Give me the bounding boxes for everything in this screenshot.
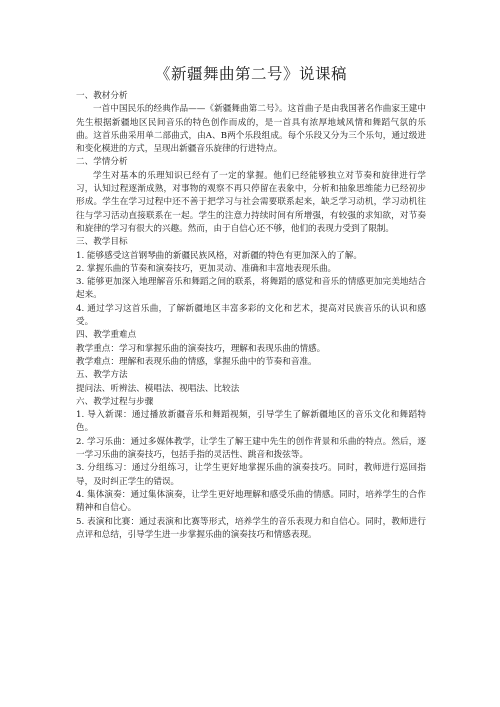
process-step: 5. 表演和比赛：通过表演和比赛等形式，培养学生的音乐表现力和自信心。同时，教师进行点评和总结，引导学生进一步掌握乐曲的演奏技巧和情感表现。 <box>76 516 426 540</box>
key-point-text: 教学重点：学习和掌握乐曲的演奏技巧，理解和表现乐曲的情感。 <box>76 343 326 354</box>
section-heading-methods: 五、教学方法 <box>76 370 128 381</box>
document-page <box>76 62 426 542</box>
materials-paragraph: 一首中国民乐的经典作品——《新疆舞曲第二号》。这首曲子是由我国著名作曲家王建中先生根据新疆地区民间音乐的特色创作而成的，是一首具有浓厚地域风情和舞蹈气氛的乐曲。这首乐曲采用单二部曲式，由A、B两个乐段组成。每个乐段又分为三个乐句，通过级进和变化模进的方式，呈现出新疆音乐旋律的行进特点。 <box>76 104 426 155</box>
process-step: 1. 导入新课：通过播放新疆音乐和舞蹈视频，引导学生了解新疆地区的音乐文化和舞蹈特色。 <box>76 410 426 434</box>
section-heading-students: 二、学情分析 <box>76 157 128 168</box>
process-step: 2. 学习乐曲：通过多媒体教学，让学生了解王建中先生的创作背景和乐曲的特点。然后，逐一学习乐曲的演奏技巧，包括手指的灵活性、跳音和拨弦等。 <box>76 436 426 461</box>
process-step: 4. 集体演奏：通过集体演奏，让学生更好地理解和感受乐曲的情感。同时，培养学生的合作精神和自信心。 <box>76 489 426 514</box>
methods-text: 提问法、听辨法、模唱法、视唱法、比较法 <box>76 383 240 394</box>
objective-item: 3. 能够更加深入地理解音乐和舞蹈之间的联系，将舞蹈的感觉和音乐的情感更加完美地结合起来。 <box>76 277 426 301</box>
section-heading-materials: 一、教材分析 <box>76 91 128 101</box>
section-heading-objectives: 三、教学目标 <box>76 237 128 248</box>
objective-item: 4. 通过学习这首乐曲，了解新疆地区丰富多彩的文化和艺术，提高对民族音乐的认识和感受。 <box>76 303 426 328</box>
process-step: 3. 分组练习：通过分组练习，让学生更好地掌握乐曲的演奏技巧。同时，教师进行巡回指导，及时纠正学生的错误。 <box>76 463 426 487</box>
difficult-point-text: 教学难点：理解和表现乐曲的情感，掌握乐曲中的节奏和音准。 <box>76 356 317 367</box>
section-heading-process: 六、教学过程与步骤 <box>76 396 154 407</box>
objective-item: 2. 掌握乐曲的节奏和演奏技巧，更加灵动、准确和丰富地表现乐曲。 <box>76 263 337 274</box>
students-paragraph: 学生对基本的乐理知识已经有了一定的掌握。他们已经能够独立对节奏和旋律进行学习，认知过程逐渐成熟，对事物的观察不再只停留在表象中，分析和抽象思维能力已经初步形成。学生在学习过程中还不善于把学习与社会需要联系起来，缺乏学习动机，学习动机往往与学习活动直接联系在一起。学生的注意力持续时间有所增强，有较强的求知欲，对节奏和旋律的学习有很大的兴趣。然而，由于自信心还不够，他们的表现力受到了限制。 <box>76 170 426 234</box>
document-title: 《新疆舞曲第二号》说课稿 <box>154 65 347 83</box>
section-heading-key-points: 四、教学重难点 <box>76 330 137 341</box>
objective-item: 1. 能够感受这首钢琴曲的新疆民族风格，对新疆的特色有更加深入的了解。 <box>76 250 362 261</box>
